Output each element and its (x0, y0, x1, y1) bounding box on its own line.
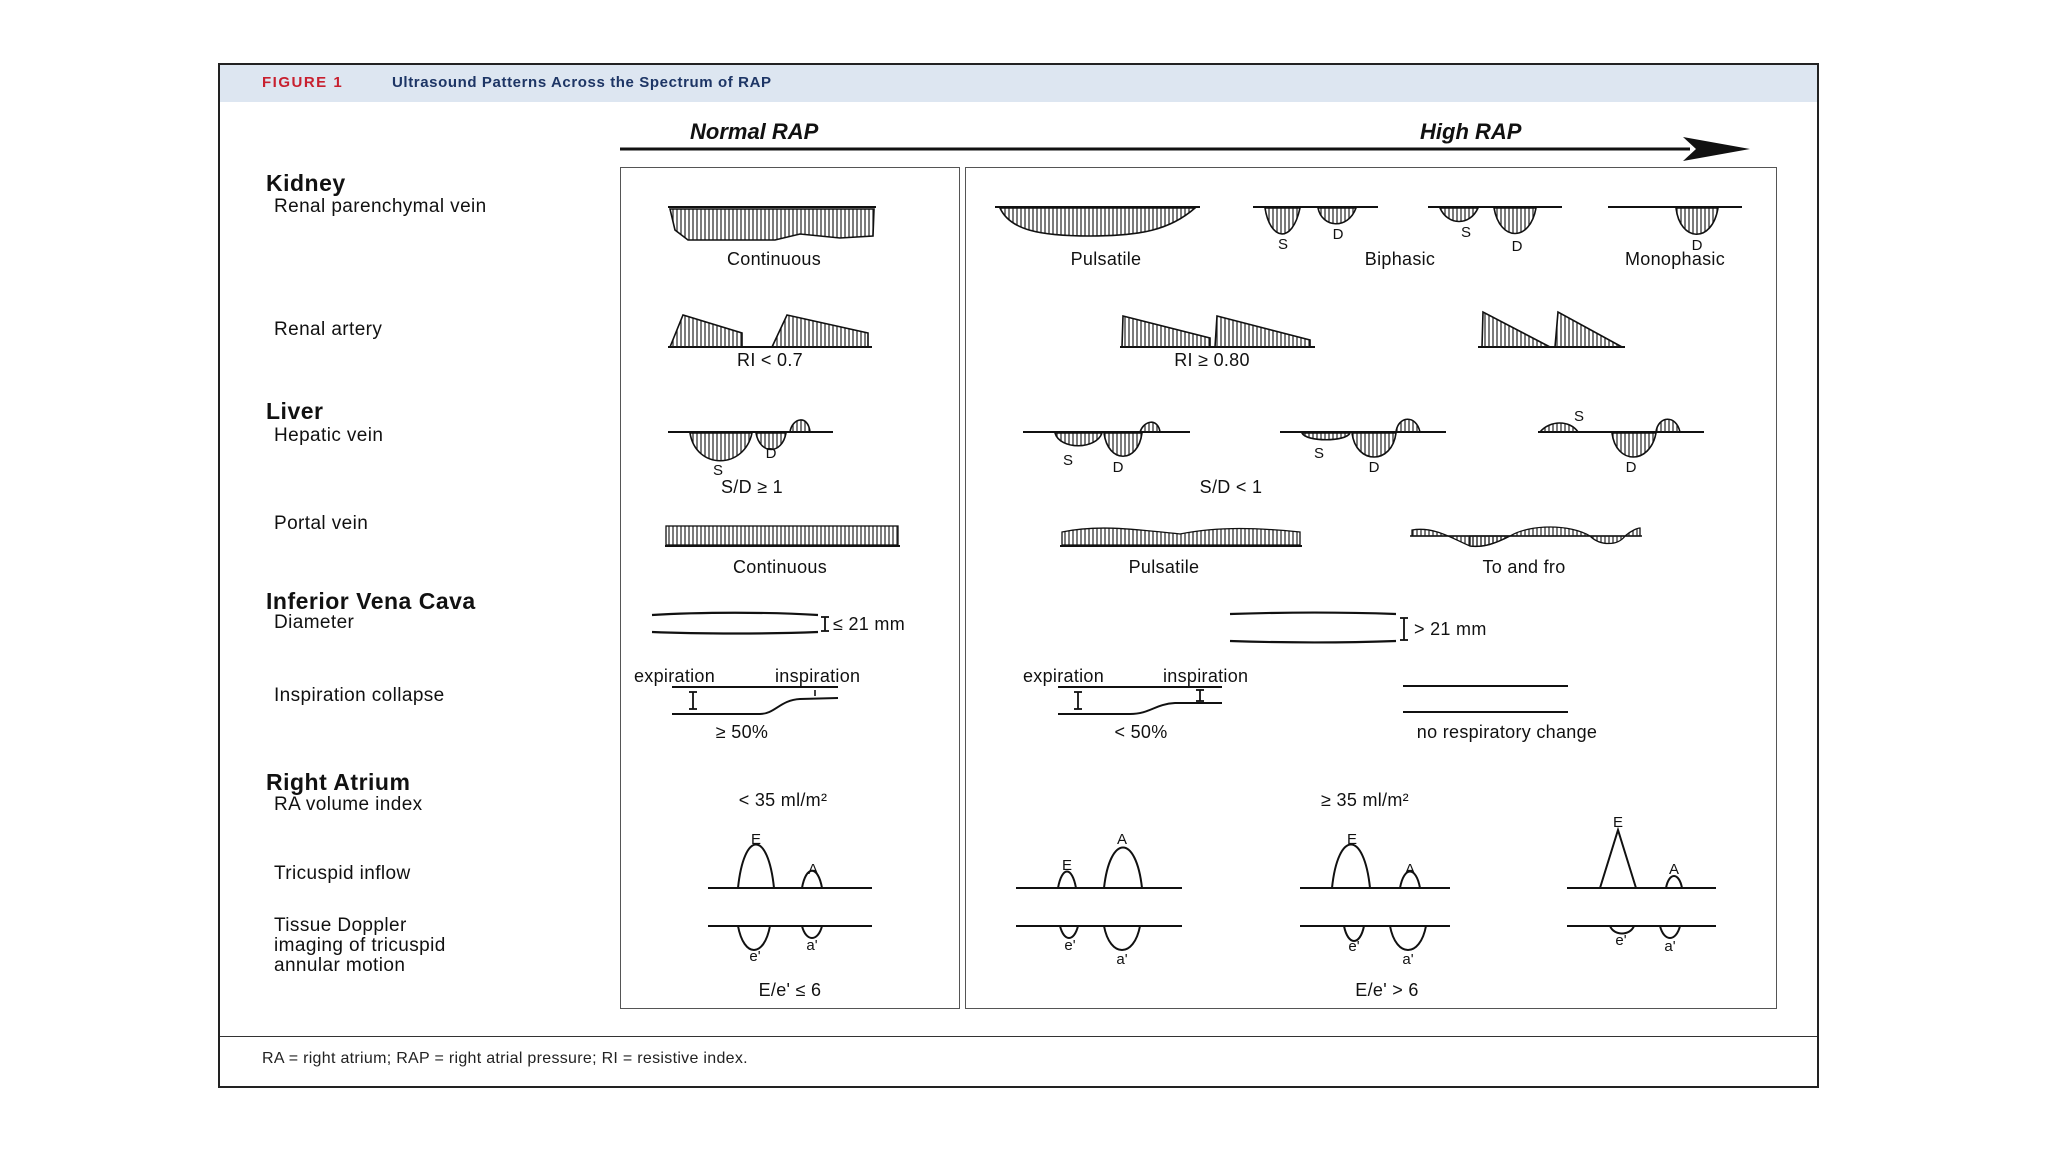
letter-biphasic2-s: S (1460, 224, 1472, 241)
renal-vein-pulsatile-wave (995, 207, 1200, 236)
portal-vein-to-and-fro-wave (1410, 527, 1642, 547)
letter-inflow-high1-e: E (1061, 857, 1073, 874)
row-tricuspid-inflow: Tricuspid inflow (274, 863, 411, 884)
renal-vein-biphasic-wave-1 (1253, 207, 1378, 234)
tissue-doppler-high-3 (1567, 926, 1716, 938)
portal-vein-continuous-wave (665, 526, 900, 546)
letter-inflow-high3-a: A (1668, 861, 1680, 878)
caption-ee-high: E/e' > 6 (1355, 980, 1419, 1000)
renal-vein-biphasic-wave-2 (1428, 207, 1562, 234)
figure-label: FIGURE 1 (262, 74, 344, 91)
row-portal-vein: Portal vein (274, 513, 369, 534)
caption-hepatic-normal-sd: S/D ≥ 1 (721, 477, 783, 497)
ivc-normal-collapse (672, 687, 838, 714)
letter-inflow-high3-e: E (1612, 814, 1624, 831)
figure-title: Ultrasound Patterns Across the Spectrum of RAP (392, 74, 772, 91)
letter-inflow-high1-a: A (1116, 831, 1128, 848)
letter-hepatic-high1-s: S (1062, 452, 1074, 469)
row-ra-volume-index: RA volume index (274, 794, 423, 815)
letter-tdi-high3-e: e' (1615, 932, 1627, 949)
caption-renal-vein-monophasic: Monophasic (1624, 249, 1726, 269)
row-tissue-doppler-3: annular motion (274, 955, 406, 976)
caption-portal-pulsatile: Pulsatile (1128, 557, 1200, 577)
letter-hepatic-normal-s: S (712, 462, 724, 479)
caption-renal-vein-biphasic: Biphasic (1364, 249, 1436, 269)
caption-ee-normal: E/e' ≤ 6 (758, 980, 822, 1000)
caption-renal-vein-pulsatile: Pulsatile (1070, 249, 1142, 269)
letter-biphasic1-s: S (1277, 236, 1289, 253)
row-diameter: Diameter (274, 612, 355, 633)
hepatic-vein-high-wave-2 (1280, 419, 1446, 457)
letter-tdi-high2-e: e' (1348, 938, 1360, 955)
caption-high-expiration: expiration (1023, 666, 1105, 686)
renal-artery-normal-wave (668, 315, 872, 347)
caption-hepatic-high-sd: S/D < 1 (1199, 477, 1263, 497)
row-inspiration-collapse: Inspiration collapse (274, 685, 445, 706)
hepatic-vein-normal-wave (668, 420, 833, 461)
letter-monophasic-d: D (1691, 237, 1703, 254)
hepatic-vein-high-wave-3 (1538, 419, 1704, 457)
rap-arrow (620, 137, 1750, 161)
row-renal-artery: Renal artery (274, 319, 383, 340)
caption-portal-continuous: Continuous (732, 557, 828, 577)
row-hepatic-vein: Hepatic vein (274, 425, 384, 446)
letter-hepatic-high2-d: D (1368, 459, 1380, 476)
hepatic-vein-high-wave-1 (1023, 422, 1190, 456)
tissue-doppler-high-2 (1300, 926, 1450, 950)
letter-tdi-high2-a: a' (1402, 951, 1414, 968)
section-kidney: Kidney (266, 170, 346, 196)
letter-biphasic2-d: D (1511, 238, 1523, 255)
caption-ra-volume-normal: < 35 ml/m² (738, 790, 828, 810)
letter-inflow-normal-e: E (750, 831, 762, 848)
caption-high-inspiration: inspiration (1163, 666, 1249, 686)
letter-tdi-normal-a: a' (806, 937, 818, 954)
letter-hepatic-high1-d: D (1112, 459, 1124, 476)
caption-normal-expiration: expiration (634, 666, 716, 686)
letter-tdi-high1-e: e' (1064, 937, 1076, 954)
tissue-doppler-high-1 (1016, 926, 1182, 950)
row-tissue-doppler-2: imaging of tricuspid (274, 935, 446, 956)
letter-tdi-normal-e: e' (749, 948, 761, 965)
ivc-normal-diameter (652, 613, 829, 634)
letter-hepatic-normal-d: D (765, 445, 777, 462)
renal-artery-high-wave-2 (1478, 312, 1625, 347)
caption-normal-inspiration: inspiration (775, 666, 861, 686)
letter-inflow-high2-e: E (1346, 831, 1358, 848)
row-tissue-doppler-1: Tissue Doppler (274, 915, 407, 936)
ivc-no-change-lines (1403, 686, 1568, 712)
caption-no-respiratory-change: no respiratory change (1416, 722, 1598, 742)
caption-ivc-normal-diameter: ≤ 21 mm (833, 614, 905, 634)
tissue-doppler-normal (708, 926, 872, 950)
letter-tdi-high3-a: a' (1664, 938, 1676, 955)
row-renal-parenchymal-vein: Renal parenchymal vein (274, 196, 487, 217)
portal-vein-pulsatile-wave (1060, 528, 1302, 546)
letter-hepatic-high3-s: S (1573, 408, 1585, 425)
tricuspid-inflow-normal (708, 845, 872, 889)
letter-inflow-normal-a: A (807, 861, 819, 878)
footnote: RA = right atrium; RAP = right atrial pressure; RI = resistive index. (262, 1050, 748, 1067)
letter-hepatic-high3-d: D (1625, 459, 1637, 476)
caption-renal-artery-high-ri: RI ≥ 0.80 (1174, 350, 1250, 370)
section-liver: Liver (266, 398, 324, 424)
letter-hepatic-high2-s: S (1313, 445, 1325, 462)
ivc-high-collapse (1058, 687, 1222, 714)
section-ivc: Inferior Vena Cava (266, 588, 476, 614)
caption-renal-artery-normal-ri: RI < 0.7 (737, 350, 803, 370)
letter-tdi-high1-a: a' (1116, 951, 1128, 968)
caption-collapse-normal: ≥ 50% (715, 722, 769, 742)
ivc-high-diameter (1230, 613, 1408, 643)
renal-artery-high-wave-1 (1120, 316, 1315, 347)
caption-ivc-high-diameter: > 21 mm (1414, 619, 1487, 639)
tricuspid-inflow-high-3 (1567, 830, 1716, 888)
high-rap-header: High RAP (1420, 119, 1522, 144)
normal-rap-header: Normal RAP (690, 119, 819, 144)
letter-biphasic1-d: D (1332, 226, 1344, 243)
tricuspid-inflow-high-2 (1300, 845, 1450, 889)
tricuspid-inflow-high-1 (1016, 848, 1182, 889)
section-right-atrium: Right Atrium (266, 769, 411, 795)
caption-ra-volume-high: ≥ 35 ml/m² (1321, 790, 1409, 810)
letter-inflow-high2-a: A (1404, 861, 1416, 878)
caption-renal-vein-continuous: Continuous (726, 249, 822, 269)
caption-portal-to-and-fro: To and fro (1482, 557, 1566, 577)
renal-vein-continuous-wave (668, 207, 876, 240)
renal-vein-monophasic-wave (1608, 207, 1742, 234)
caption-collapse-high: < 50% (1114, 722, 1168, 742)
